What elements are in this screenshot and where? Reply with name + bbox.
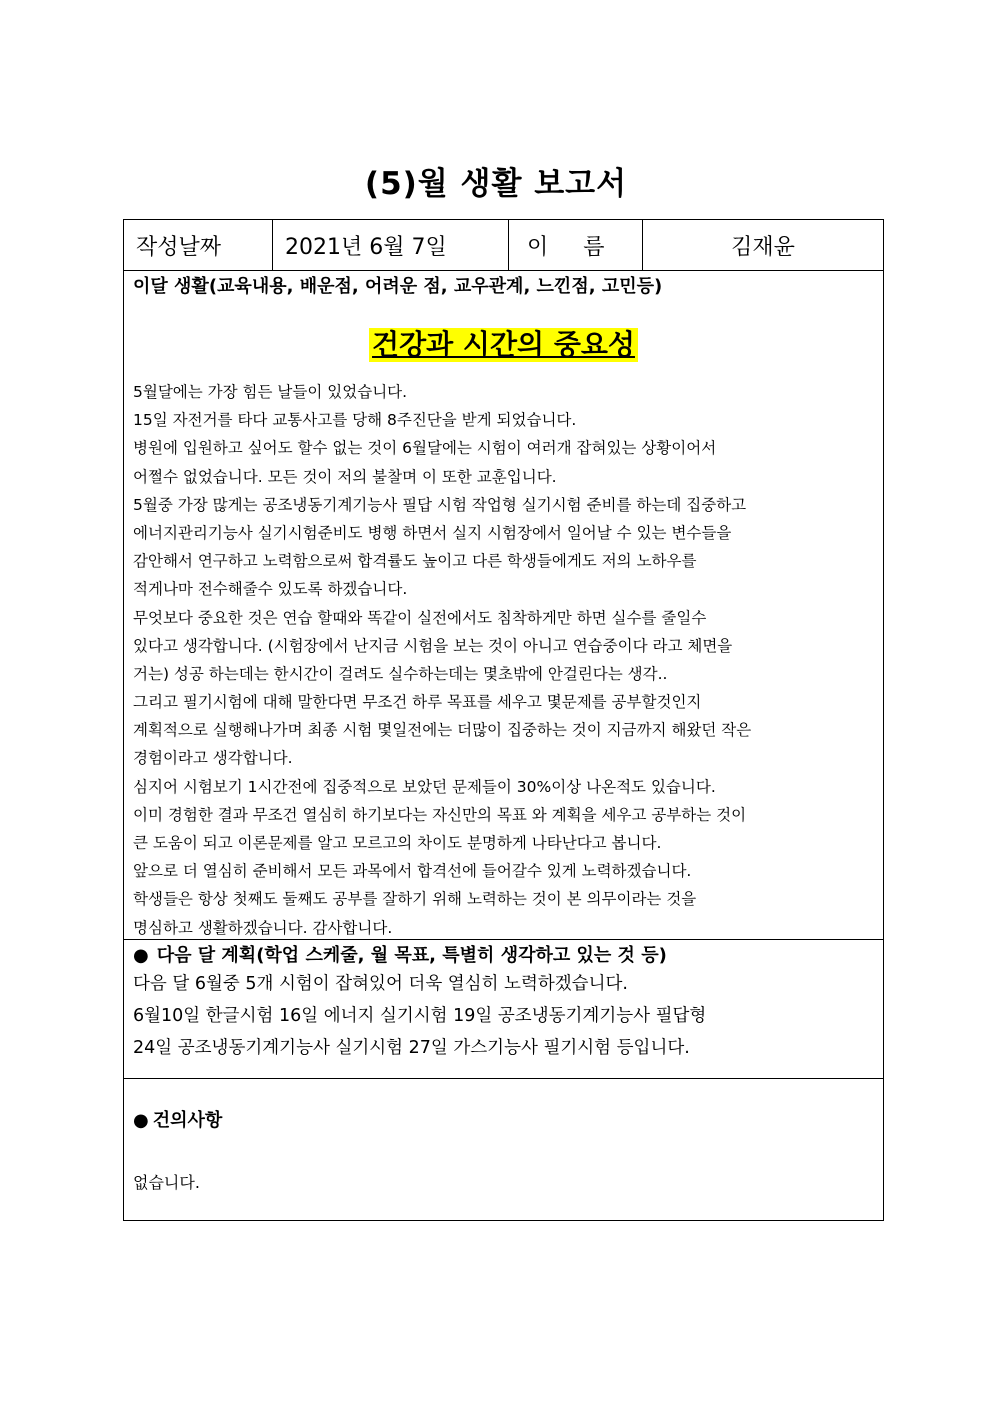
bullet-icon: ● (133, 945, 149, 966)
plan-line: 다음 달 6월중 5개 시험이 잡혀있어 더욱 열심히 노력하겠습니다. (133, 974, 628, 994)
date-label: 작성날짜 (124, 220, 273, 270)
suggestions-heading (133, 1106, 222, 1132)
body-line: 경험이라고 생각합니다. (133, 749, 293, 768)
body-line: 그리고 필기시험에 대해 말한다면 무조건 하루 목표를 세우고 몇문제를 공부할것인지 (133, 693, 702, 712)
plan-line: 24일 공조냉동기계기능사 실기시험 27일 가스기능사 필기시험 등입니다. (133, 1038, 690, 1058)
monthly-life-body (133, 378, 878, 942)
body-line: 앞으로 더 열심히 준비해서 모든 과목에서 합격선에 들어갈수 있게 노력하겠습니다. (133, 862, 692, 881)
date-value: 2021년 6월 7일 (273, 220, 509, 270)
highlight-title-wrap (124, 328, 883, 362)
body-line: 5월중 가장 많게는 공조냉동기계기능사 필답 시험 작업형 실기시험 준비를 하는데 집중하고 (133, 495, 747, 514)
plan-line: 6월10일 한글시험 16일 에너지 실기시험 19일 공조냉동기계기능사 필답형 (133, 1006, 707, 1026)
bullet-icon: ● (133, 1110, 149, 1131)
body-line: 에너지관리기능사 실기시험준비도 병행 하면서 실지 시험장에서 일어날 수 있는 변수들을 (133, 523, 732, 542)
next-month-body (133, 968, 878, 1064)
next-month-heading-text: 다음 달 계획(학업 스케줄, 월 목표, 특별히 생각하고 있는 것 등) (156, 945, 667, 966)
body-line: 적게나마 전수해줄수 있도록 하겠습니다. (133, 580, 408, 599)
body-line: 이미 경험한 결과 무조건 열심히 하기보다는 자신만의 목표 와 계획을 세우고 공부하는 것이 (133, 805, 747, 824)
name-label: 이 름 (509, 220, 643, 270)
report-table (123, 219, 884, 1221)
page-title: (5)월 생활 보고서 (364, 166, 628, 202)
body-line: 학생들은 항상 첫째도 둘째도 공부를 잘하기 위해 노력하는 것이 본 의무이라는 것을 (133, 890, 697, 909)
section-divider (124, 1078, 883, 1079)
body-line: 어쩔수 없었습니다. 모든 것이 저의 불찰며 이 또한 교훈입니다. (133, 467, 557, 486)
body-line: 심지어 시험보기 1시간전에 집중적으로 보았던 문제들이 30%이상 나온적도 있습니다. (133, 777, 716, 796)
highlight-title: 건강과 시간의 중요성 (369, 328, 638, 362)
body-line: 큰 도움이 되고 이론문제를 알고 모르고의 차이도 분명하게 나타난다고 봅니다. (133, 834, 662, 852)
body-line: 15일 자전거를 타다 교통사고를 당해 8주진단을 받게 되었습니다. (133, 411, 577, 430)
body-line: 병원에 입원하고 싶어도 할수 없는 것이 6월달에는 시험이 여러개 잡혀있는 상황이어서 (133, 439, 717, 458)
body-line: 무엇보다 중요한 것은 연습 할때와 똑같이 실전에서도 침착하게만 하면 실수를 줄일수 (133, 608, 707, 627)
header-row (124, 220, 883, 271)
name-value: 김재윤 (731, 234, 795, 260)
body-line: 있다고 생각합니다. (시험장에서 난지금 시험을 보는 것이 아니고 연습중이다 라고 체면을 (133, 636, 733, 655)
body-line: 거는) 성공 하는데는 한시간이 걸려도 실수하는데는 몇초밖에 안걸린다는 생각.. (133, 664, 668, 683)
body-line: 명심하고 생활하겠습니다. 감사합니다. (133, 918, 393, 937)
suggestions-text: 없습니다. (133, 1173, 200, 1192)
suggestions-heading-text: 건의사항 (152, 1110, 223, 1131)
section-divider (124, 939, 883, 940)
body-line: 계획적으로 실행해나가며 최종 시험 몇일전에는 더많이 집중하는 것이 지금까지 해왔던 작은 (133, 721, 752, 740)
body-line: 5월달에는 가장 힘든 날들이 있었습니다. (133, 383, 408, 401)
body-line: 감안해서 연구하고 노력함으로써 합격률도 높이고 다른 학생들에게도 저의 노하우를 (133, 552, 697, 571)
monthly-life-heading: 이달 생활(교육내용, 배운점, 어려운 점, 교우관계, 느낀점, 고민등) (133, 276, 663, 297)
next-month-heading (133, 941, 667, 967)
